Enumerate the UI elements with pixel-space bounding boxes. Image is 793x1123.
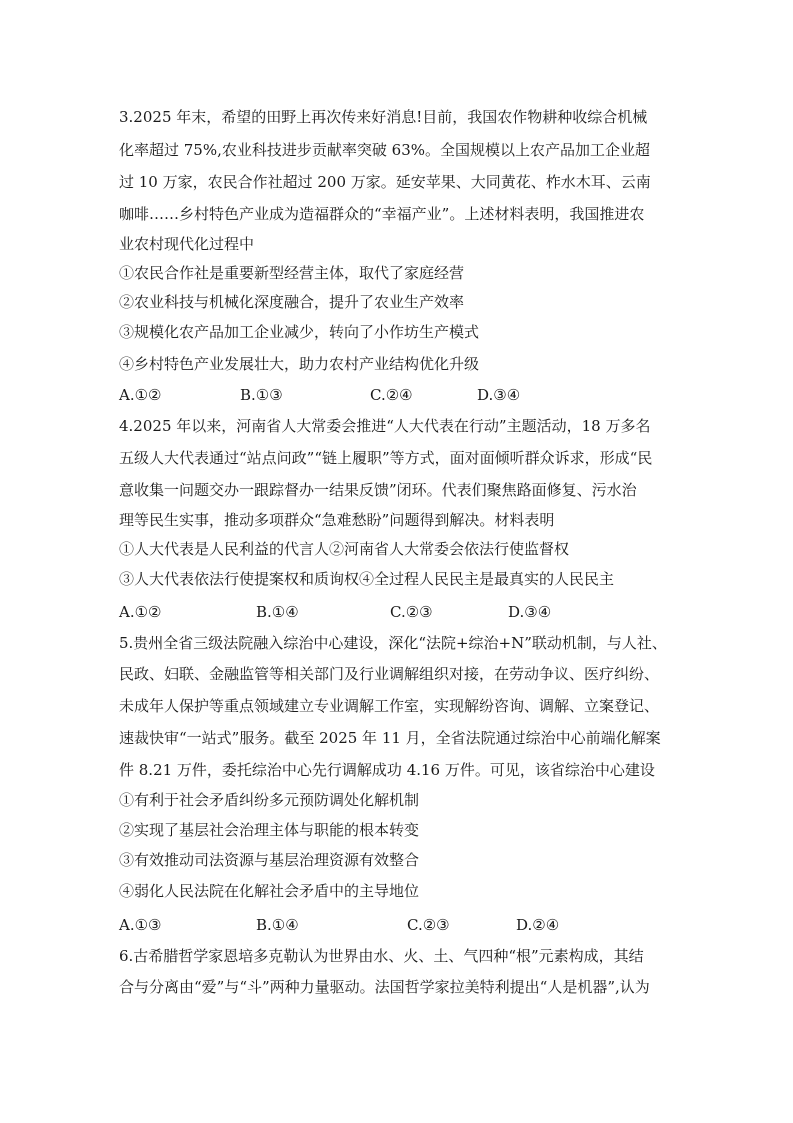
question-5-stem-line-1: 5.贵州全省三级法院融入综治中心建设，深化“法院+综治+N”联动机制，与人社、 <box>119 634 667 652</box>
question-5-option-b: B.①④ <box>256 916 299 934</box>
question-4-option-d: D.③④ <box>508 603 552 621</box>
question-5-options <box>119 915 679 935</box>
question-3-option-b: B.①③ <box>240 386 283 404</box>
question-3-stem-line-2: 化率超过 75%,农业科技进步贡献率突破 63%。全国规模以上农产品加工企业超 <box>119 141 650 159</box>
question-3-stem-line-1: 3.2025 年末，希望的田野上再次传来好消息!目前，我国农作物耕种收综合机械 <box>119 108 648 126</box>
question-3-statement-2: ②农业科技与机械化深度融合，提升了农业生产效率 <box>119 293 465 311</box>
question-5-statement-4: ④弱化人民法院在化解社会矛盾中的主导地位 <box>119 882 420 900</box>
question-5-stem-line-4: 速裁快审“一站式”服务。截至 2025 年 11 月，全省法院通过综治中心前端化解案 <box>119 729 661 747</box>
question-3-statement-1: ①农民合作社是重要新型经营主体，取代了家庭经营 <box>119 264 465 282</box>
question-5-option-d: D.②④ <box>516 916 560 934</box>
question-4-stem-line-3: 意收集一问题交办一跟踪督办一结果反馈”闭环。代表们聚焦路面修复、污水治 <box>119 481 637 499</box>
question-5-statement-3: ③有效推动司法资源与基层治理资源有效整合 <box>119 851 420 869</box>
question-3-option-d: D.③④ <box>477 386 521 404</box>
question-3-stem-line-3: 过 10 万家，农民合作社超过 200 万家。延安苹果、大同黄花、柞水木耳、云南 <box>119 173 651 191</box>
question-3-stem-line-4: 咖啡……乡村特色产业成为造福群众的“幸福产业”。上述材料表明，我国推进农 <box>119 205 645 223</box>
question-5-option-c: C.②③ <box>407 916 450 934</box>
question-5-stem-line-2: 民政、妇联、金融监管等相关部门及行业调解组织对接，在劳动争议、医疗纠纷、 <box>119 665 660 683</box>
question-4-statement-line-2: ③人大代表依法行使提案权和质询权④全过程人民民主是最真实的人民民主 <box>119 570 615 588</box>
question-5-statement-1: ①有利于社会矛盾纠纷多元预防调处化解机制 <box>119 791 420 809</box>
question-3-options <box>119 385 679 405</box>
question-5-stem-line-3: 未成年人保护等重点领域建立专业调解工作室，实现解纷咨询、调解、立案登记、 <box>119 697 660 715</box>
question-3-option-c: C.②④ <box>370 386 413 404</box>
question-3-stem-line-5: 业农村现代化过程中 <box>119 235 255 253</box>
question-5-option-a: A.①③ <box>119 916 162 934</box>
question-4-stem-line-1: 4.2025 年以来，河南省人大常委会推进“人大代表在行动”主题活动，18 万多名 <box>119 417 651 435</box>
question-4-option-b: B.①④ <box>256 603 299 621</box>
question-3-option-a: A.①② <box>119 386 162 404</box>
question-4-option-c: C.②③ <box>390 603 433 621</box>
question-5-stem-line-5: 件 8.21 万件，委托综治中心先行调解成功 4.16 万件。可见，该省综治中心建设 <box>119 761 655 779</box>
question-6-stem-line-1: 6.古希腊哲学家恩培多克勒认为世界由水、火、土、气四种“根”元素构成，其结 <box>119 947 644 965</box>
question-4-options <box>119 602 679 622</box>
question-5-statement-2: ②实现了基层社会治理主体与职能的根本转变 <box>119 821 420 839</box>
question-3-statement-4: ④乡村特色产业发展壮大，助力农村产业结构优化升级 <box>119 355 480 373</box>
question-6-stem-line-2: 合与分离由“爱”与“斗”两种力量驱动。法国哲学家拉美特利提出“人是机器”,认为 <box>119 978 650 996</box>
question-4-statement-line-1: ①人大代表是人民利益的代言人②河南省人大常委会依法行使监督权 <box>119 540 570 558</box>
question-4-stem-line-4: 理等民生实事，推动多项群众“急难愁盼”问题得到解决。材料表明 <box>119 511 555 529</box>
question-3-statement-3: ③规模化农产品加工企业减少，转向了小作坊生产模式 <box>119 323 480 341</box>
question-4-option-a: A.①② <box>119 603 162 621</box>
question-4-stem-line-2: 五级人大代表通过“站点问政”“链上履职”等方式，面对面倾听群众诉求，形成“民 <box>119 449 653 467</box>
